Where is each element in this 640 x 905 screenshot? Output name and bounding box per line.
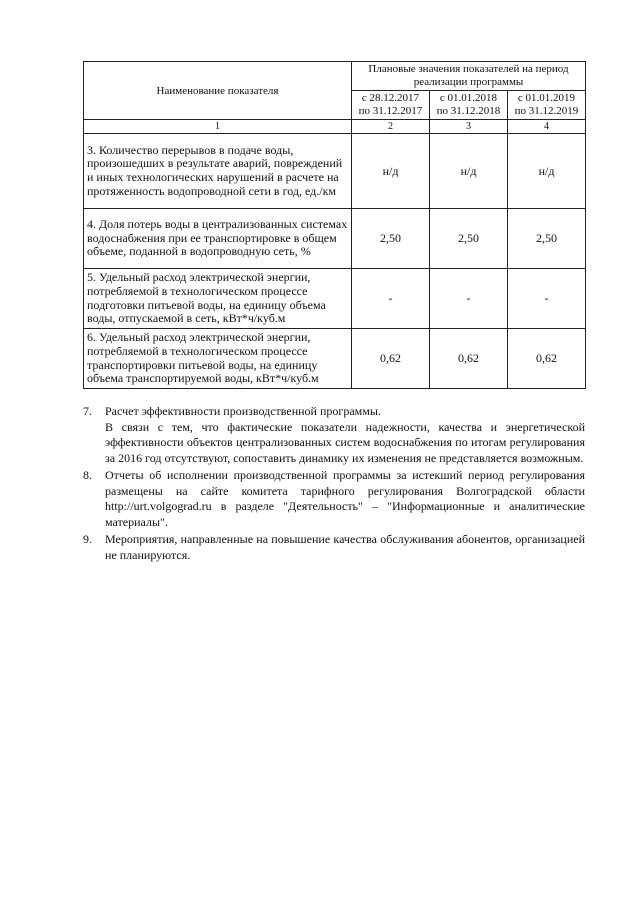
header-period-1 [352, 91, 430, 120]
header-indicator-name: Наименование показателя [84, 62, 352, 120]
indicator-value: н/д [508, 134, 586, 209]
header-period-3 [508, 91, 586, 120]
notes-list [83, 404, 585, 565]
note-item [83, 468, 585, 530]
column-number: 3 [430, 120, 508, 134]
indicator-value: 0,62 [508, 329, 586, 389]
column-number: 2 [352, 120, 430, 134]
indicator-value: - [352, 269, 430, 329]
indicator-name: 5. Удельный расход электрической энергии, потребляемой в технологическом процессе подготовки питьевой воды, на единицу объема воды, отпускаемой в сеть, кВт*ч/куб.м [84, 269, 352, 329]
indicator-value: - [508, 269, 586, 329]
note-text: В связи с тем, что фактические показатели надежности, качества и энергетической эффективности объектов централизованных систем водоснабжения по итогам регулирования за 2016 год отсутствуют, сопоставить динамику их изменения не представляется возможным. [105, 419, 585, 465]
indicator-value: 0,62 [430, 329, 508, 389]
indicator-value: 2,50 [352, 209, 430, 269]
table-row [84, 329, 586, 389]
period-1-from: с 28.12.2017 [361, 92, 420, 104]
indicator-value: н/д [352, 134, 430, 209]
column-number: 4 [508, 120, 586, 134]
table-row [84, 134, 586, 209]
indicator-value: 0,62 [352, 329, 430, 389]
table-row [84, 209, 586, 269]
indicator-name: 4. Доля потерь воды в централизованных системах водоснабжения при ее транспортировке в общем объеме, поданной в водопроводную сеть, % [84, 209, 352, 269]
note-text: Мероприятия, направленные на повышение качества обслуживания абонентов, организацией не планируются. [105, 532, 585, 562]
indicator-value: 2,50 [508, 209, 586, 269]
note-text: Отчеты об исполнении производственной программы за истекший период регулирования размещены на сайте комитета тарифного регулирования Волгоградской области http://urt.volgograd.ru в разделе "Деятельность" – "Информационные и аналитические материалы". [105, 468, 585, 529]
note-item [83, 404, 585, 466]
indicator-value: н/д [430, 134, 508, 209]
table-row [84, 269, 586, 329]
indicators-table [83, 61, 586, 389]
column-number-row [84, 120, 586, 134]
period-3-to: по 31.12.2019 [514, 105, 579, 117]
note-title: Расчет эффективности производственной программы. [105, 404, 381, 418]
period-3-from: с 01.01.2019 [517, 92, 576, 104]
header-plan-values: Плановые значения показателей на период реализации программы [352, 62, 586, 91]
period-2-from: с 01.01.2018 [439, 92, 498, 104]
indicator-value: 2,50 [430, 209, 508, 269]
indicator-name: 6. Удельный расход электрической энергии, потребляемой в технологическом процессе транспортировки питьевой воды, на единицу объема транспортируемой воды, кВт*ч/куб.м [84, 329, 352, 389]
indicator-value: - [430, 269, 508, 329]
header-period-2 [430, 91, 508, 120]
note-number: 7. [83, 404, 92, 418]
indicator-name: 3. Количество перерывов в подаче воды, произошедших в результате аварий, повреждений и иных технологических нарушений в расчете на протяженность водопроводной сети в год, ед./км [84, 134, 352, 209]
period-1-to: по 31.12.2017 [358, 105, 423, 117]
note-number: 8. [83, 468, 92, 482]
period-2-to: по 31.12.2018 [436, 105, 501, 117]
note-number: 9. [83, 532, 92, 546]
column-number: 1 [84, 120, 352, 134]
note-item [83, 532, 585, 563]
